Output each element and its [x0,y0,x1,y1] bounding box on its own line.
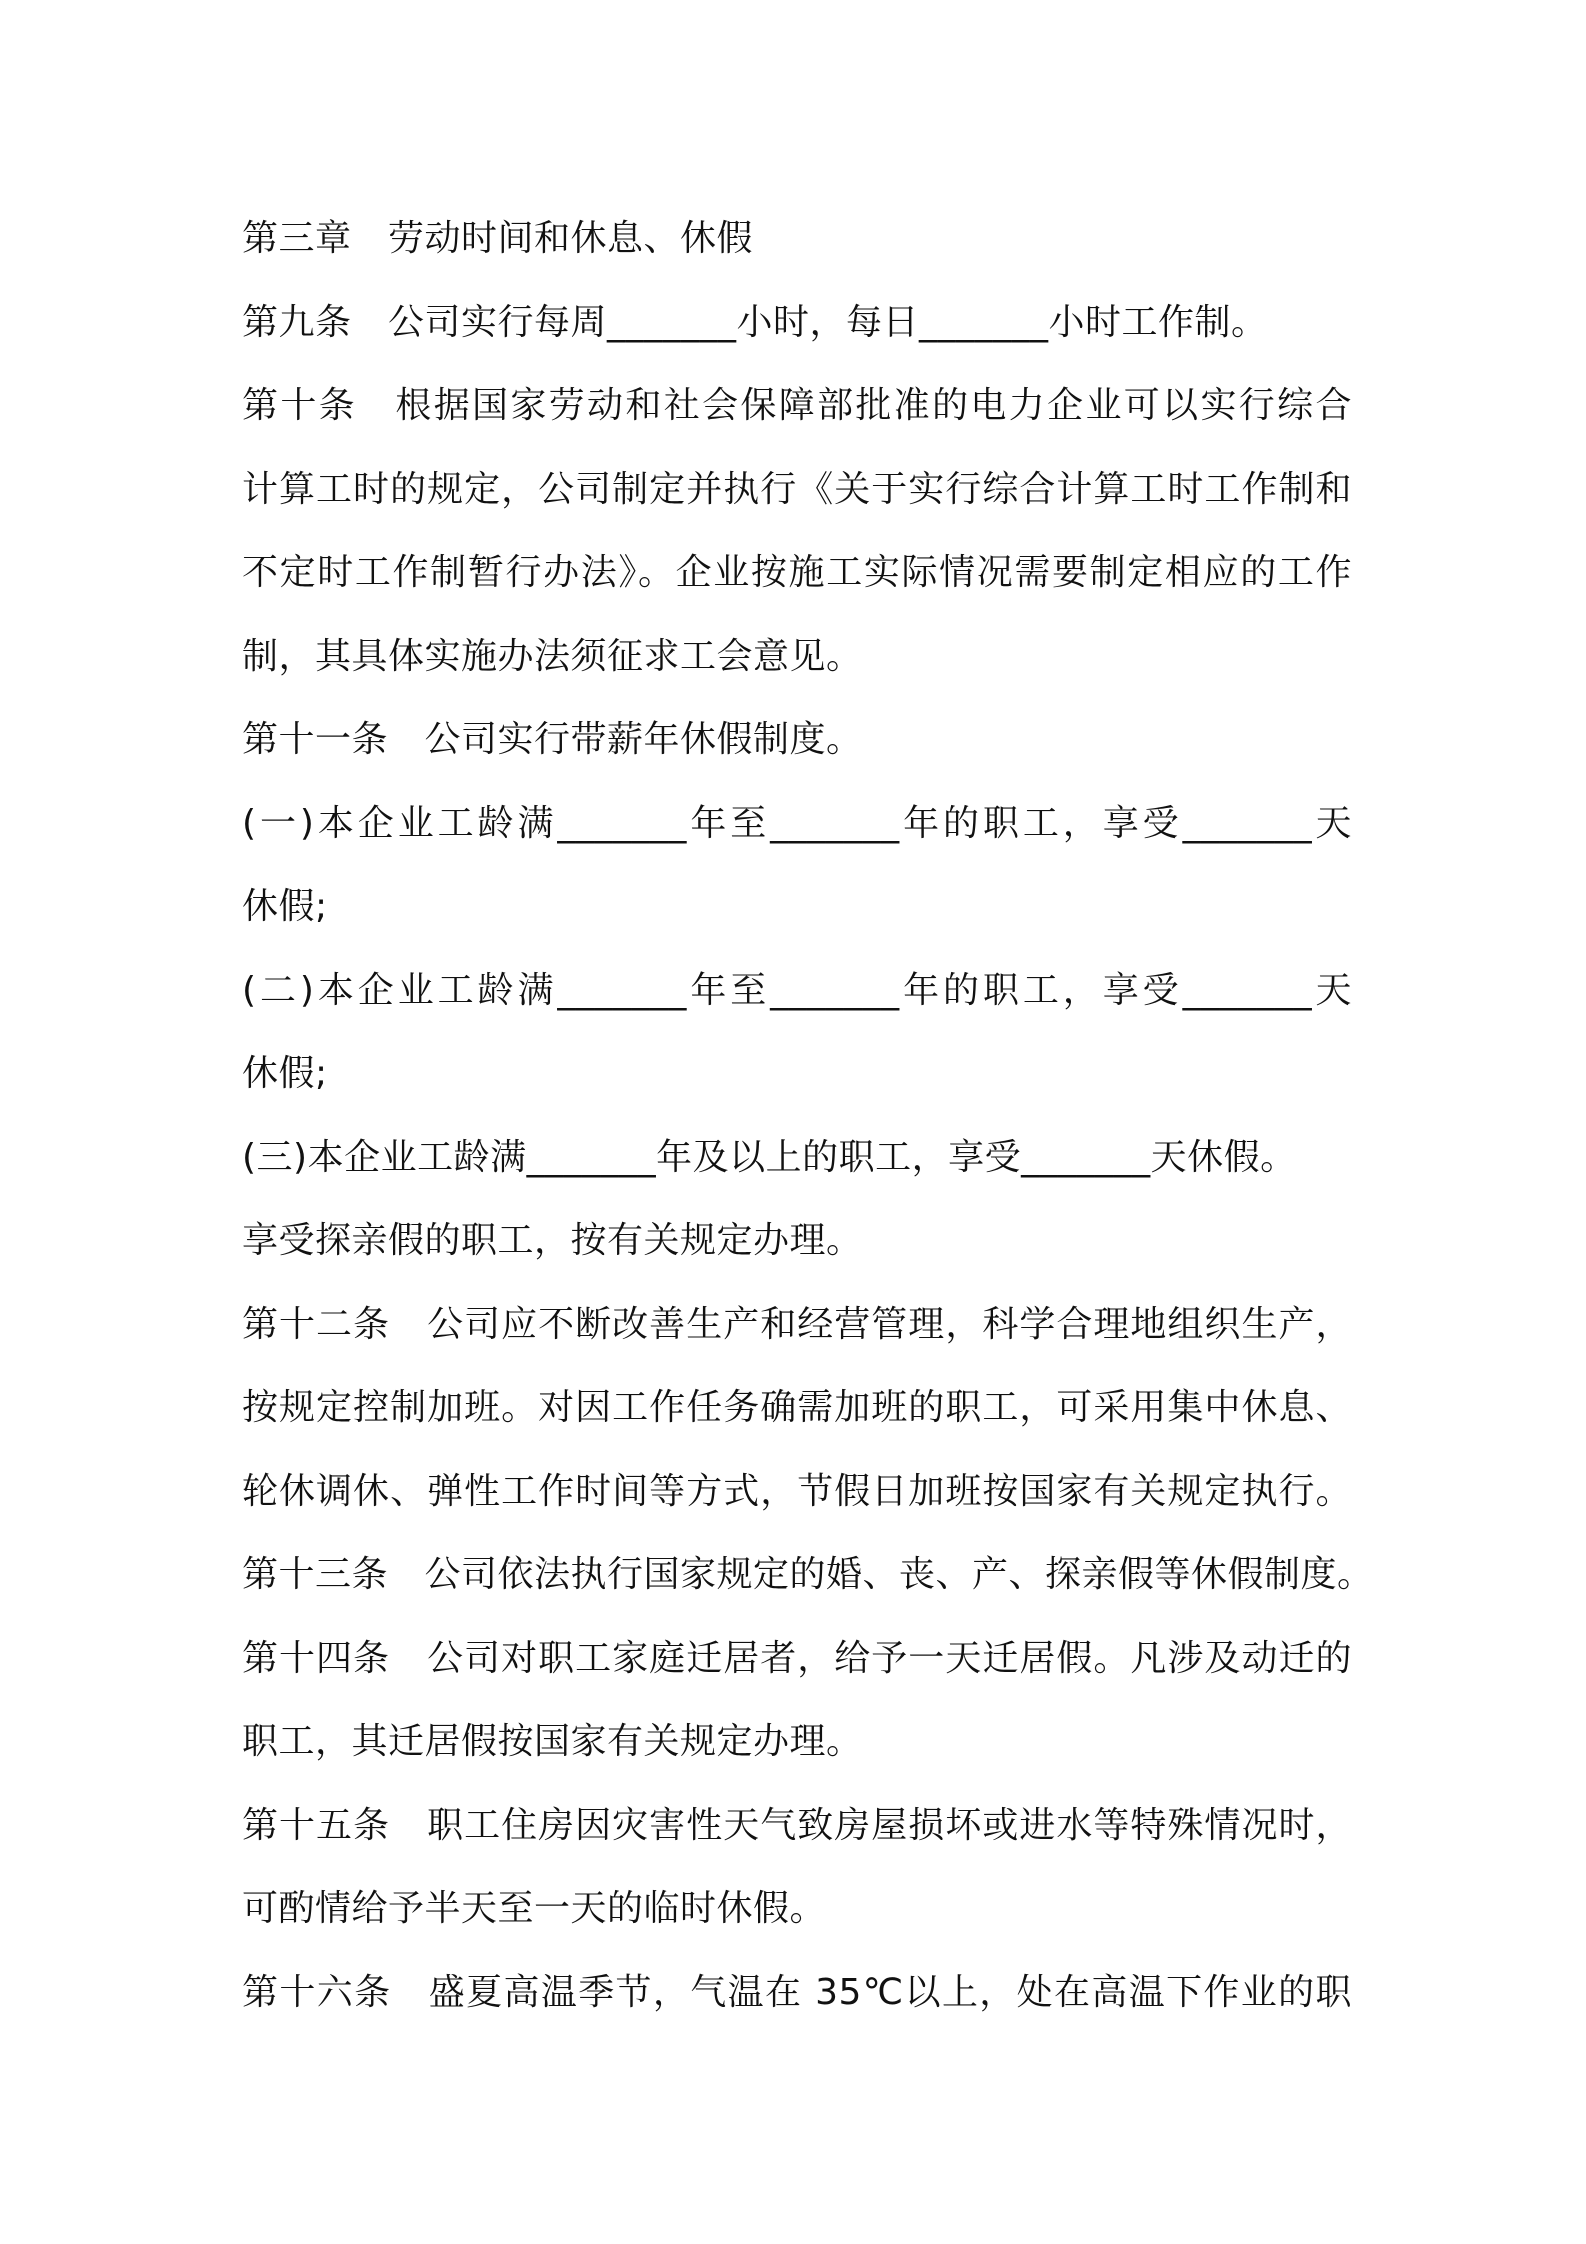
article-11-note: 享受探亲假的职工，按有关规定办理。 [242,1220,863,1261]
article-11-item-2-cont: 休假; [242,1053,328,1094]
article-15-line-2: 可酌情给予半天至一天的临时休假。 [242,1888,827,1929]
article-14-line-1: 第十四条 公司对职工家庭迁居者，给予一天迁居假。凡涉及动迁的 [242,1637,1352,1679]
document-body [242,197,1374,2034]
chapter-heading: 第三章 劳动时间和休息、休假 [242,218,754,259]
article-9: 第九条 公司实行每周_______小时，每日_______小时工作制。 [242,301,1268,343]
article-12-line-2: 按规定控制加班。对因工作任务确需加班的职工，可采用集中休息、 [242,1387,1352,1428]
article-10-line-4: 制，其具体实施办法须征求工会意见。 [242,635,863,677]
article-10-line-2: 计算工时的规定，公司制定并执行《关于实行综合计算工时工作制和 [242,468,1352,510]
article-11-item-1: (一)本企业工龄满_______年至_______年的职工，享受_______天 [242,802,1352,844]
article-10-line-1: 第十条 根据国家劳动和社会保障部批准的电力企业可以实行综合 [242,385,1352,426]
article-11-item-3: (三)本企业工龄满_______年及以上的职工，享受_______天休假。 [242,1136,1297,1178]
article-10-line-3: 不定时工作制暂行办法》。企业按施工实际情况需要制定相应的工作 [242,552,1352,593]
article-12-line-1: 第十二条 公司应不断改善生产和经营管理，科学合理地组织生产， [242,1303,1352,1345]
article-15-line-1: 第十五条 职工住房因灾害性天气致房屋损坏或进水等特殊情况时， [242,1804,1352,1846]
article-11-item-1-cont: 休假; [242,886,328,927]
article-14-line-2: 职工，其迁居假按国家有关规定办理。 [242,1721,863,1762]
article-11: 第十一条 公司实行带薪年休假制度。 [242,719,863,760]
article-16-line-1: 第十六条 盛夏高温季节，气温在 35℃以上，处在高温下作业的职 [242,1971,1352,2013]
article-11-item-2: (二)本企业工龄满_______年至_______年的职工，享受_______天 [242,969,1352,1011]
article-12-line-3: 轮休调休、弹性工作时间等方式，节假日加班按国家有关规定执行。 [242,1470,1352,1512]
article-13: 第十三条 公司依法执行国家规定的婚、丧、产、探亲假等休假制度。 [242,1554,1374,1595]
